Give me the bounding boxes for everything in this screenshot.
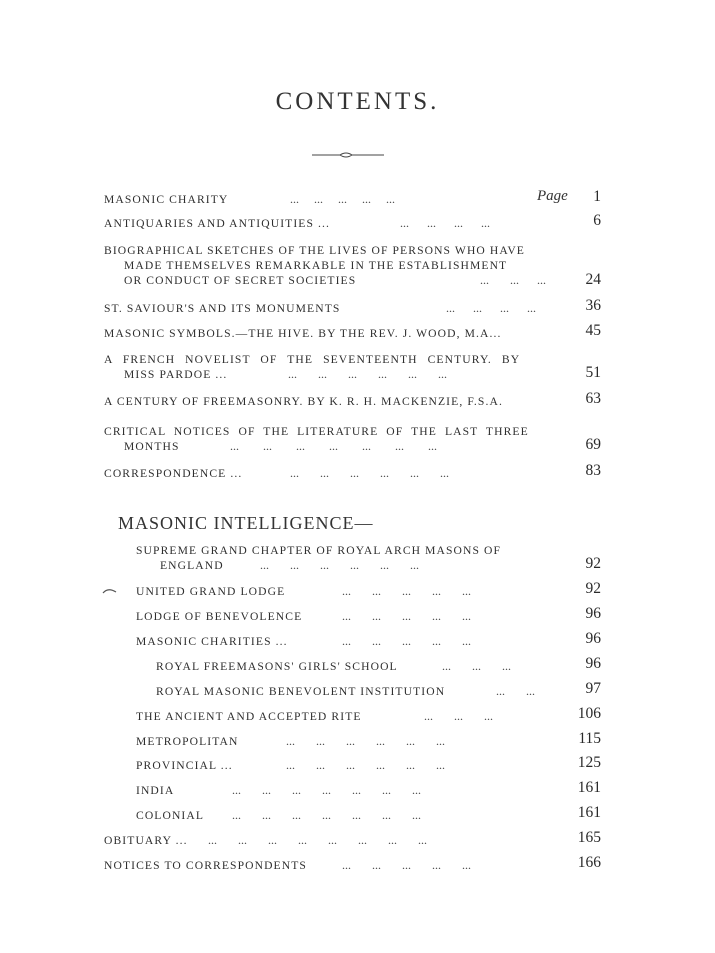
leader-dots: ... ... ...	[480, 273, 546, 287]
toc-entry-3	[104, 243, 546, 288]
toc-entry-text: ST. SAVIOUR'S AND ITS MONUMENTS	[104, 302, 341, 315]
margin-mark-icon	[102, 587, 118, 595]
toc-entry-text: OR CONDUCT OF SECRET SOCIETIES	[124, 274, 357, 287]
toc-entry-text: BIOGRAPHICAL SKETCHES OF THE LIVES OF PERSONS WHO HAVE	[104, 244, 525, 257]
page-number: 96	[585, 655, 601, 672]
toc-entry-text: MADE THEMSELVES REMARKABLE IN THE ESTABLISHMENT	[124, 259, 508, 272]
leader-dots: ... ... ... ... ... ... ... ...	[208, 833, 427, 847]
intelligence-entry-10	[136, 783, 421, 798]
leader-dots: ... ... ... ...	[400, 216, 490, 230]
page-title: CONTENTS.	[275, 88, 440, 115]
toc-entry-text: NOTICES TO CORRESPONDENTS	[104, 859, 307, 872]
leader-dots: ... ... ... ...	[446, 301, 536, 315]
toc-entry-text: MISS PARDOE ...	[124, 368, 228, 381]
intelligence-entry-8	[136, 734, 445, 749]
page-number: 125	[577, 754, 601, 771]
toc-entry-text: CORRESPONDENCE ...	[104, 467, 243, 480]
toc-entry-text: ROYAL MASONIC BENEVOLENT INSTITUTION	[156, 685, 446, 698]
toc-entry-text: ENGLAND	[160, 559, 224, 572]
page-number: 6	[593, 212, 601, 229]
intelligence-entry-11	[136, 808, 421, 823]
toc-entry-text: MASONIC CHARITY	[104, 193, 229, 206]
toc-entry-1	[104, 192, 395, 207]
leader-dots: ... ... ... ... ...	[342, 858, 471, 872]
leader-dots: ... ... ... ... ... ... ...	[230, 439, 437, 453]
toc-entry-text: MASONIC CHARITIES ...	[136, 635, 288, 648]
page-number: 24	[585, 271, 601, 288]
toc-entry-text: OBITUARY ...	[104, 834, 188, 847]
toc-entry-2	[104, 216, 490, 231]
page-number: 1	[593, 188, 601, 205]
page-number: 63	[585, 390, 601, 407]
page-number: 51	[585, 364, 601, 381]
toc-entry-text: A FRENCH NOVELIST OF THE SEVENTEENTH CENTURY. BY	[104, 353, 521, 366]
toc-entry-4	[104, 301, 536, 316]
page-number: 36	[585, 297, 601, 314]
leader-dots: ... ... ... ... ...	[342, 609, 471, 623]
toc-entry-text: INDIA	[136, 784, 175, 797]
intelligence-entry-9	[136, 758, 445, 773]
toc-entry-text: UNITED GRAND LODGE	[136, 585, 286, 598]
section-heading: MASONIC INTELLIGENCE—	[118, 513, 374, 533]
leader-dots: ... ...	[496, 684, 535, 698]
toc-entry-text: A CENTURY OF FREEMASONRY. BY K. R. H. MACKENZIE, F.S.A.	[104, 395, 503, 408]
toc-entry-text: ROYAL FREEMASONS' GIRLS' SCHOOL	[156, 660, 398, 673]
page-number: 96	[585, 605, 601, 622]
leader-dots: ... ... ... ... ... ...	[290, 466, 449, 480]
toc-entry-text: SUPREME GRAND CHAPTER OF ROYAL ARCH MASONS OF	[136, 544, 502, 557]
page-number: 69	[585, 436, 601, 453]
page-number: 106	[577, 705, 601, 722]
divider-ornament-icon	[312, 150, 384, 160]
toc-entry-text: PROVINCIAL ...	[136, 759, 233, 772]
page-number: 115	[578, 730, 601, 747]
leader-dots: ... ... ... ... ... ...	[260, 558, 419, 572]
intelligence-entry-2	[136, 584, 471, 599]
leader-dots: ... ... ...	[442, 659, 511, 673]
toc-entry-text: ANTIQUARIES AND ANTIQUITIES ...	[104, 217, 331, 230]
intelligence-entry-1	[136, 543, 501, 573]
toc-entry-7	[104, 394, 503, 409]
intelligence-entry-6	[156, 684, 535, 699]
page-number: 83	[585, 462, 601, 479]
intelligence-entry-3	[136, 609, 471, 624]
toc-entry-5	[104, 326, 501, 341]
leader-dots: ... ... ... ... ...	[290, 192, 395, 206]
page-number: 166	[577, 854, 601, 871]
page-number: 97	[585, 680, 601, 697]
leader-dots: ... ... ... ... ...	[342, 634, 471, 648]
page-number: 161	[577, 779, 601, 796]
leader-dots: ... ... ... ... ... ...	[288, 367, 447, 381]
toc-entry-text: MASONIC SYMBOLS.—THE HIVE. BY THE REV. J. WOOD, M.A...	[104, 327, 502, 340]
toc-entry-6	[104, 352, 520, 382]
page-number: 96	[585, 630, 601, 647]
leader-dots: ... ... ... ... ...	[342, 584, 471, 598]
page-number: 161	[577, 804, 601, 821]
intelligence-entry-5	[156, 659, 511, 674]
toc-entry-text: METROPOLITAN	[136, 735, 239, 748]
toc-entry-text: MONTHS	[124, 440, 180, 453]
toc-entry-9	[104, 466, 449, 481]
leader-dots: ... ... ... ... ... ... ...	[232, 808, 421, 822]
leader-dots: ... ... ... ... ... ...	[286, 734, 445, 748]
toc-entry-10	[104, 833, 427, 848]
intelligence-entry-4	[136, 634, 471, 649]
toc-entry-text: CRITICAL NOTICES OF THE LITERATURE OF THE LAST THREE	[104, 425, 529, 438]
page-number: 92	[585, 555, 601, 572]
toc-entry-text: LODGE OF BENEVOLENCE	[136, 610, 303, 623]
toc-entry-8	[104, 424, 529, 454]
leader-dots: ... ... ...	[424, 709, 493, 723]
page-number: 165	[577, 829, 601, 846]
page-number: 92	[585, 580, 601, 597]
intelligence-entry-7	[136, 709, 493, 724]
leader-dots: ... ... ... ... ... ... ...	[232, 783, 421, 797]
toc-entry-11	[104, 858, 471, 873]
toc-entry-text: COLONIAL	[136, 809, 205, 822]
leader-dots: ... ... ... ... ... ...	[286, 758, 445, 772]
page-number: 45	[585, 322, 601, 339]
page-column-label: Page	[537, 188, 568, 204]
toc-entry-text: THE ANCIENT AND ACCEPTED RITE	[136, 710, 362, 723]
